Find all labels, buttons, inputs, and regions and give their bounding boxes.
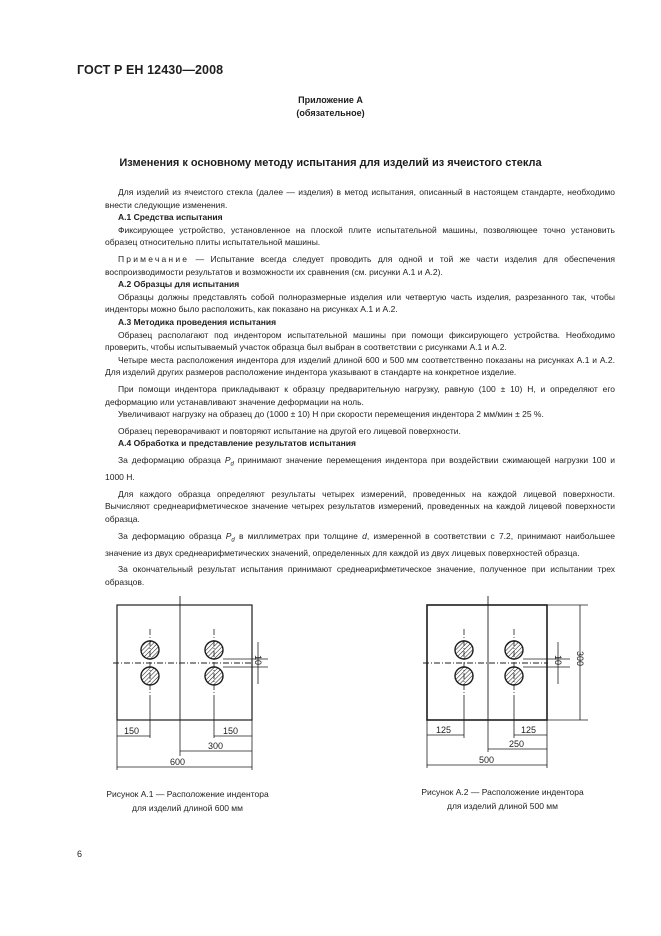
indenter-circle [505, 641, 523, 659]
body-text [105, 186, 615, 589]
specimen-outline [117, 605, 252, 720]
dim-height: 300 [575, 651, 585, 667]
heading-a2: А.2 Образцы для испытания [118, 279, 240, 290]
dim-right: 125 [521, 725, 537, 735]
specimen-outline [427, 605, 547, 720]
a4-paragraph-3: За деформацию образца $P_d$ в миллиметрах при толщине d, измеренной в соответствии с 7.2, принимают наибольшее значение из двух среднеарифметических значений, определенных для каждой из двух лицевых поверхностей образца. [105, 530, 616, 558]
a3-paragraph-4: Увеличивают нагрузку на образец до (1000 ± 10) Н при скорости перемещения индентора 2 мм/мин ± 25 %. [118, 409, 544, 420]
figure-a2-caption: Рисунок А.2 — Расположение индентора для изделий длиной 500 мм [421, 787, 584, 812]
a4-paragraph-4: За окончательный результат испытания принимают среднеарифметическое значение, полученное при испытании трех образцов. [105, 564, 615, 587]
note-label: Примечание [118, 253, 190, 264]
dim-left: 125 [436, 725, 452, 735]
figure-a2-diagram [420, 596, 600, 774]
a4-paragraph-2: Для каждого образца определяют результаты четырех измерений, проведенных на каждой лицевой поверхности. Вычисляют среднеарифметическое значение четырех результатов измерений, проведенных на каждой лицевой поверхности образца. [105, 488, 615, 524]
intro-paragraph: Для изделий из ячеистого стекла (далее — изделия) в метод испытания, описанный в настоящем стандарте, необходимо внести следующие изменения. [105, 187, 615, 210]
heading-a3: А.3 Методика проведения испытания [118, 316, 277, 327]
indenter-circle [455, 667, 473, 685]
section-title: Изменения к основному методу испытания для изделий из ячеистого стекла [119, 157, 542, 169]
annex-status: (обязательное) [296, 108, 365, 118]
page-number: 6 [77, 849, 83, 859]
dim-total: 600 [170, 757, 186, 767]
annex-title: Приложение А [298, 95, 363, 105]
heading-a1: А.1 Средства испытания [118, 212, 223, 223]
a4-paragraph-1: За деформацию образца $P_d$ принимают значение перемещения индентора при воздействии сжимающей нагрузки 100 и 1000 Н. [105, 454, 615, 483]
dim-gap: 10 [553, 655, 563, 666]
a1-paragraph: Фиксирующее устройство, установленное на плоской плите испытательной машины, позволяющее точно установить образец относительно плиты испытательной машины. [105, 224, 615, 248]
indenter-circle [205, 641, 223, 659]
document-code: ГОСТ Р ЕН 12430—2008 [77, 63, 224, 77]
indenter-circle [205, 667, 223, 685]
dim-right: 150 [223, 726, 239, 736]
dim-left: 150 [124, 726, 140, 736]
a3-paragraph-5: Образец переворачивают и повторяют испытание на другой его лицевой поверхности. [118, 425, 461, 436]
dim-total: 500 [479, 755, 495, 765]
note-text: — Испытание всегда следует проводить для одной и той же части изделия для обеспечения воспроизводимости результатов и возможности их сравнения (см. рисунки А.1 и А.2). [105, 253, 615, 277]
a3-paragraph-1: Образец располагают под индентором испытательной машины при помощи фиксирующего устройства. Необходимо проверить, чтобы испытываемый участок образца был выбран в соответствии с рисунками А.1 и А.2. [105, 329, 615, 353]
dim-gap: 10 [253, 655, 263, 666]
indenter-circle [141, 667, 159, 685]
heading-a4: А.4 Обработка и представление результатов испытания [118, 438, 356, 449]
indenter-circle [141, 641, 159, 659]
a1-note [105, 253, 615, 278]
figure-a1-caption: Рисунок А.1 — Расположение индентора для изделий длиной 600 мм [106, 789, 269, 814]
dim-inner: 250 [509, 739, 525, 749]
figure-a1-diagram [90, 596, 280, 776]
dim-inner: 300 [208, 741, 224, 751]
a2-paragraph: Образцы должны представлять собой полноразмерные изделия или четвертую часть изделия, разрезанного так, чтобы инденторы можно было расположить, как показано на рисунках А.1 и А.2. [105, 291, 615, 315]
a3-paragraph-3: При помощи индентора прикладывают к образцу предварительную нагрузку, равную (100 ± 10) Н, и определяют его деформацию или устанавливают значение деформации на ноль. [105, 383, 615, 407]
a3-paragraph-2: Четыре места расположения индентора для изделий длиной 600 и 500 мм соответственно показаны на рисунках А.1 и А.2. Для изделий других размеров расположение индентора указывают в стандарте на конкретное изделие. [105, 354, 615, 378]
indenter-circle [455, 641, 473, 659]
indenter-circle [505, 667, 523, 685]
